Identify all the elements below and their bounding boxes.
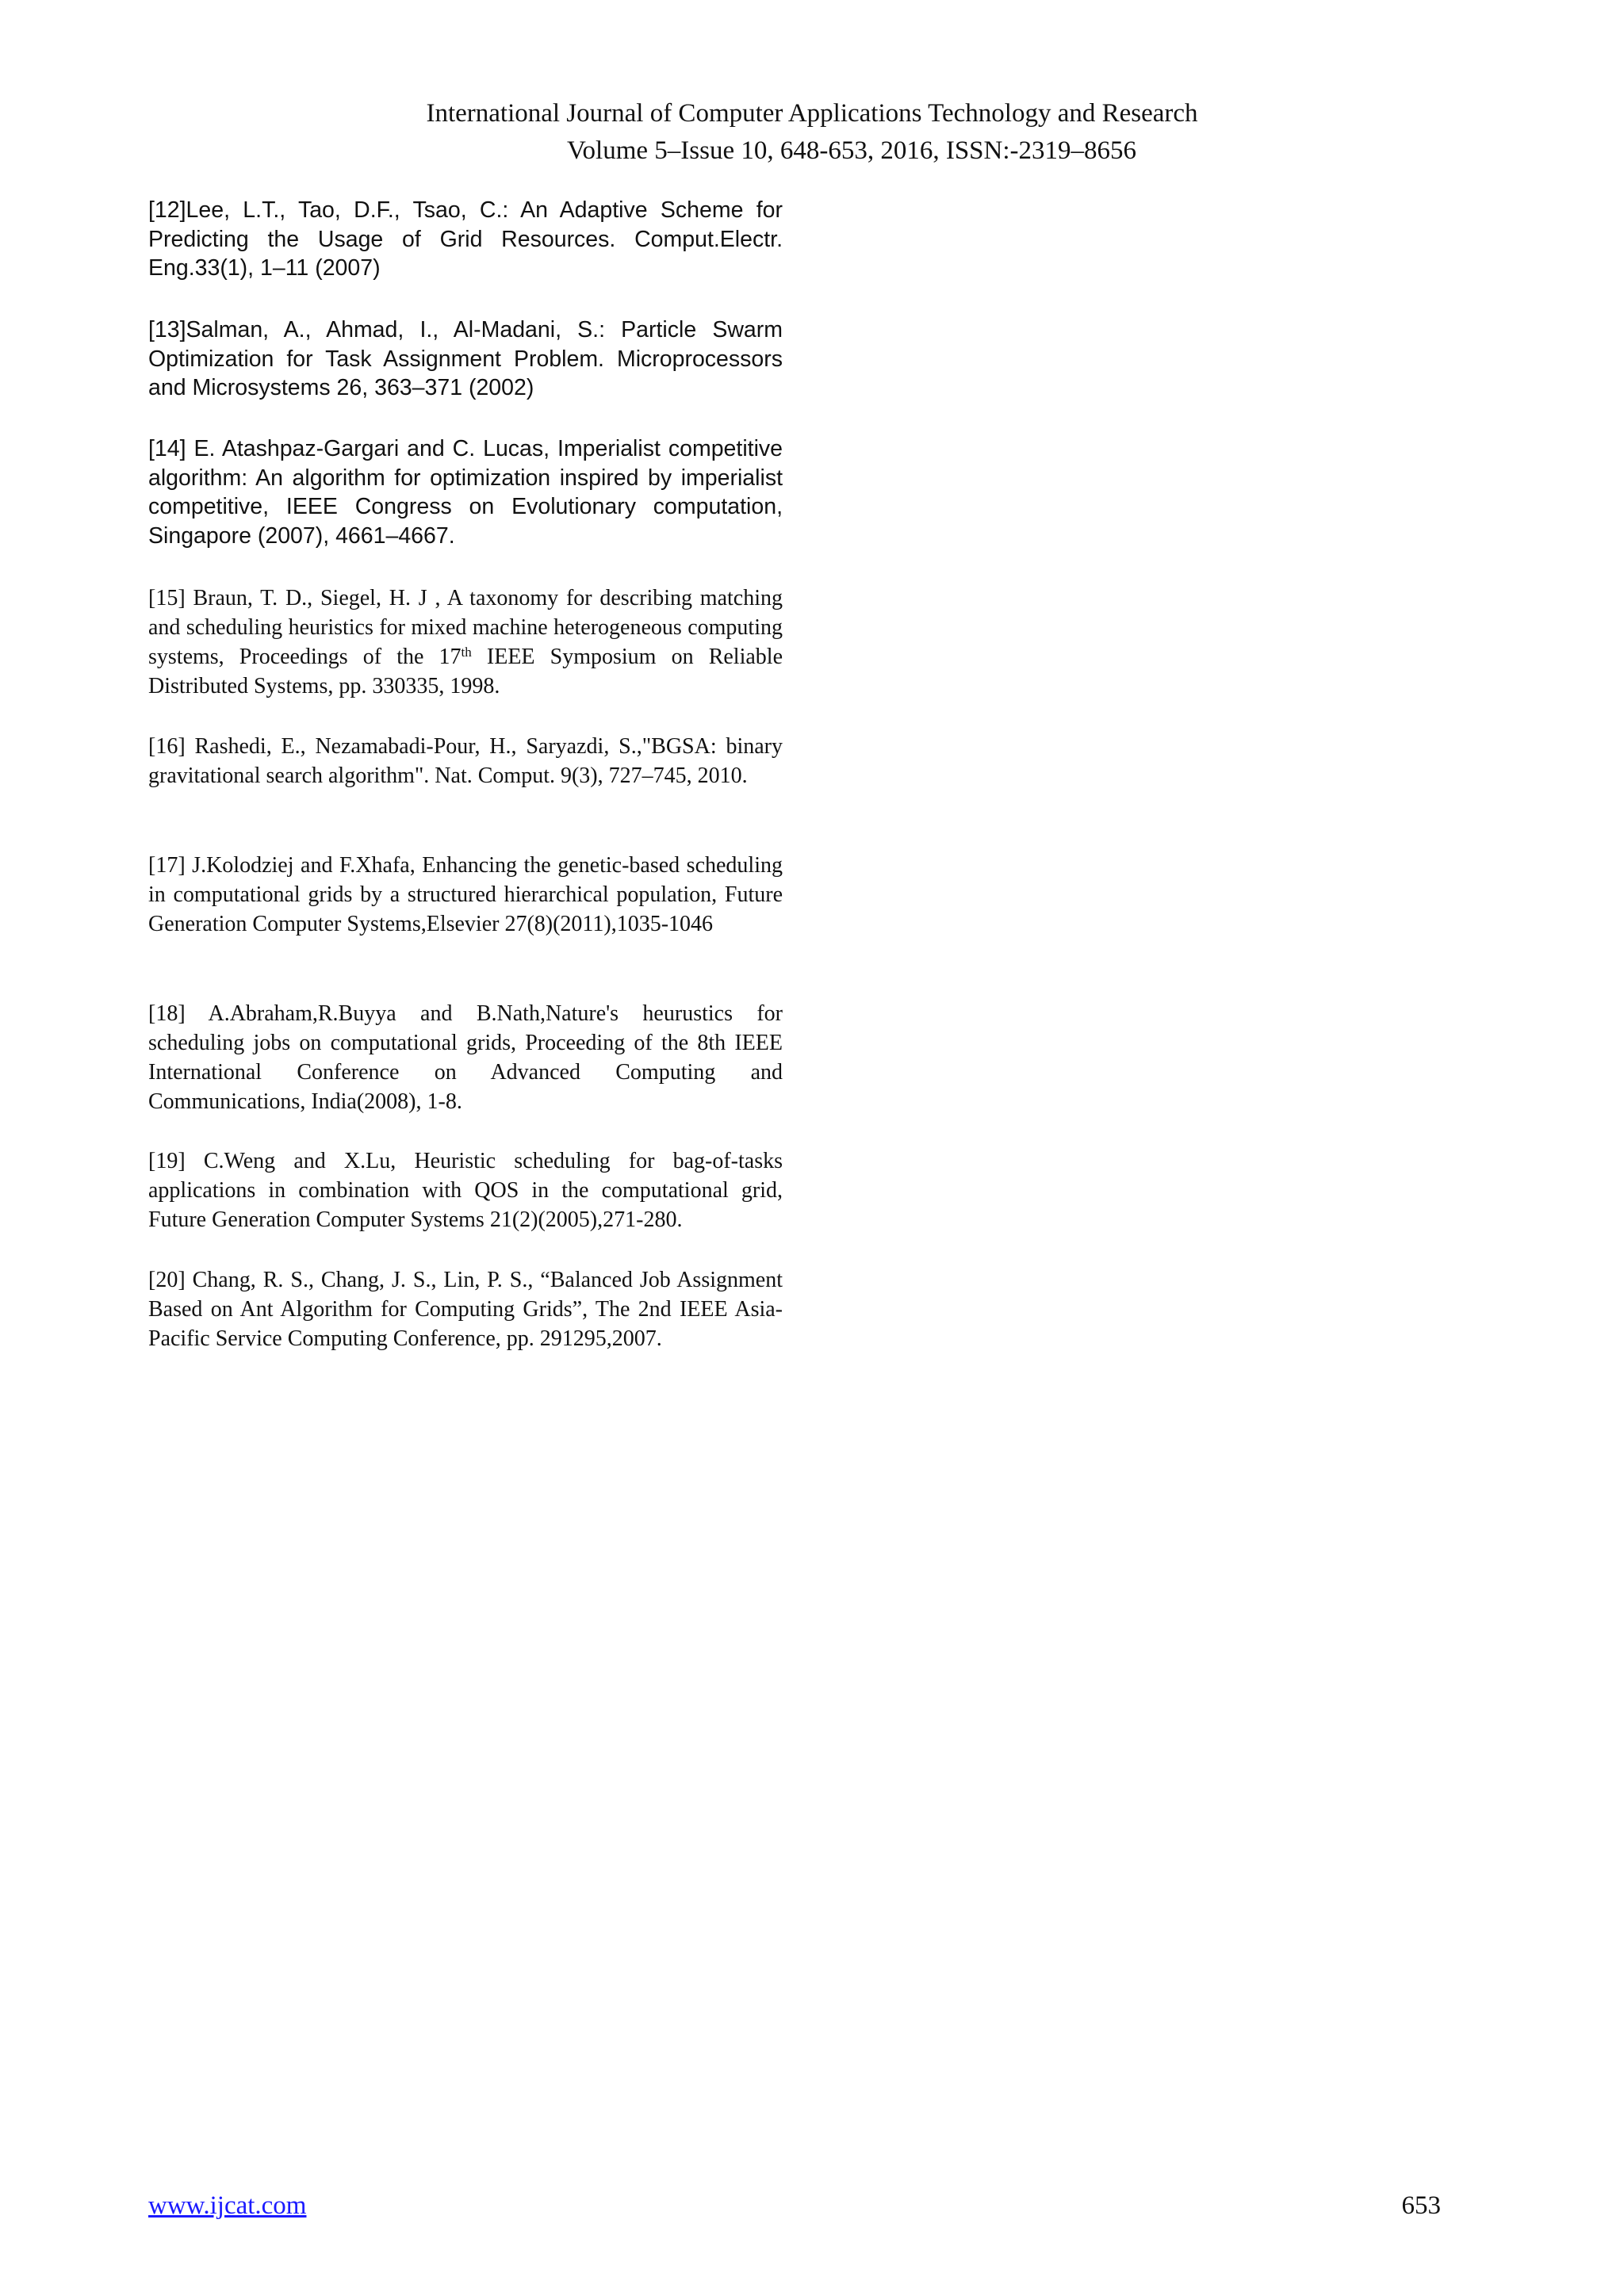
journal-volume: Volume 5–Issue 10, 648-653, 2016, ISSN:-2319–8656 (566, 136, 1137, 165)
reference-12: [12]Lee, L.T., Tao, D.F., Tsao, C.: An Adaptive Scheme for Predicting the Usage of Grid Resources. Comput.Electr. Eng.33(1), 1–11 (2007) (148, 197, 783, 281)
reference-15 (148, 584, 783, 701)
reference-17: [17] J.Kolodziej and F.Xhafa, Enhancing the genetic-based scheduling in computational grids by a structured hierarchical population, Future Generation Computer Systems,Elsevier 27(8)(2011),1035-1046 (148, 853, 783, 936)
journal-title: International Journal of Computer Applications Technology and Research (426, 99, 1198, 128)
page-number: 653 (1401, 2191, 1441, 2220)
reference-19: [19] C.Weng and X.Lu, Heuristic scheduling for bag-of-tasks applications in combination with QOS in the computational grid, Future Generation Computer Systems 21(2)(2005),271-280. (148, 1149, 783, 1232)
reference-15-text-b: IEEE Symposium on Reliable Distributed Systems, pp. 330335, 1998. (148, 645, 783, 698)
reference-13: [13]Salman, A., Ahmad, I., Al-Madani, S.: Particle Swarm Optimization for Task Assignment Problem. Microprocessors and Microsystems 26, 363–371 (2002) (148, 317, 783, 400)
reference-14: [14] E. Atashpaz-Gargari and C. Lucas, Imperialist competitive algorithm: An algorithm for optimization inspired by imperialist competitive, IEEE Congress on Evolutionary computation, Singapore (2007), 4661–4667. (148, 436, 783, 549)
reference-18: [18] A.Abraham,R.Buyya and B.Nath,Nature's heurustics for scheduling jobs on computational grids, Proceeding of the 8th IEEE International Conference on Advanced Computing and Communications, India(2008), 1-8. (148, 1001, 783, 1114)
reference-20: [20] Chang, R. S., Chang, J. S., Lin, P. S., “Balanced Job Assignment Based on Ant Algorithm for Computing Grids”, The 2nd IEEE Asia-Pacific Service Computing Conference, pp. 291295,2007. (148, 1268, 783, 1351)
reference-16: [16] Rashedi, E., Nezamabadi-Pour, H., Saryazdi, S.,"BGSA: binary gravitational search algorithm". Nat. Comput. 9(3), 727–745, 2010. (148, 734, 783, 788)
website-link[interactable]: www.ijcat.com (148, 2191, 307, 2220)
reference-15-text-a: [15] Braun, T. D., Siegel, H. J , A taxonomy for describing matching and scheduling heuristics for mixed machine heterogeneous computing systems, Proceedings of the 17 (148, 586, 783, 669)
reference-15-superscript: th (461, 645, 472, 660)
journal-header (0, 95, 1624, 170)
